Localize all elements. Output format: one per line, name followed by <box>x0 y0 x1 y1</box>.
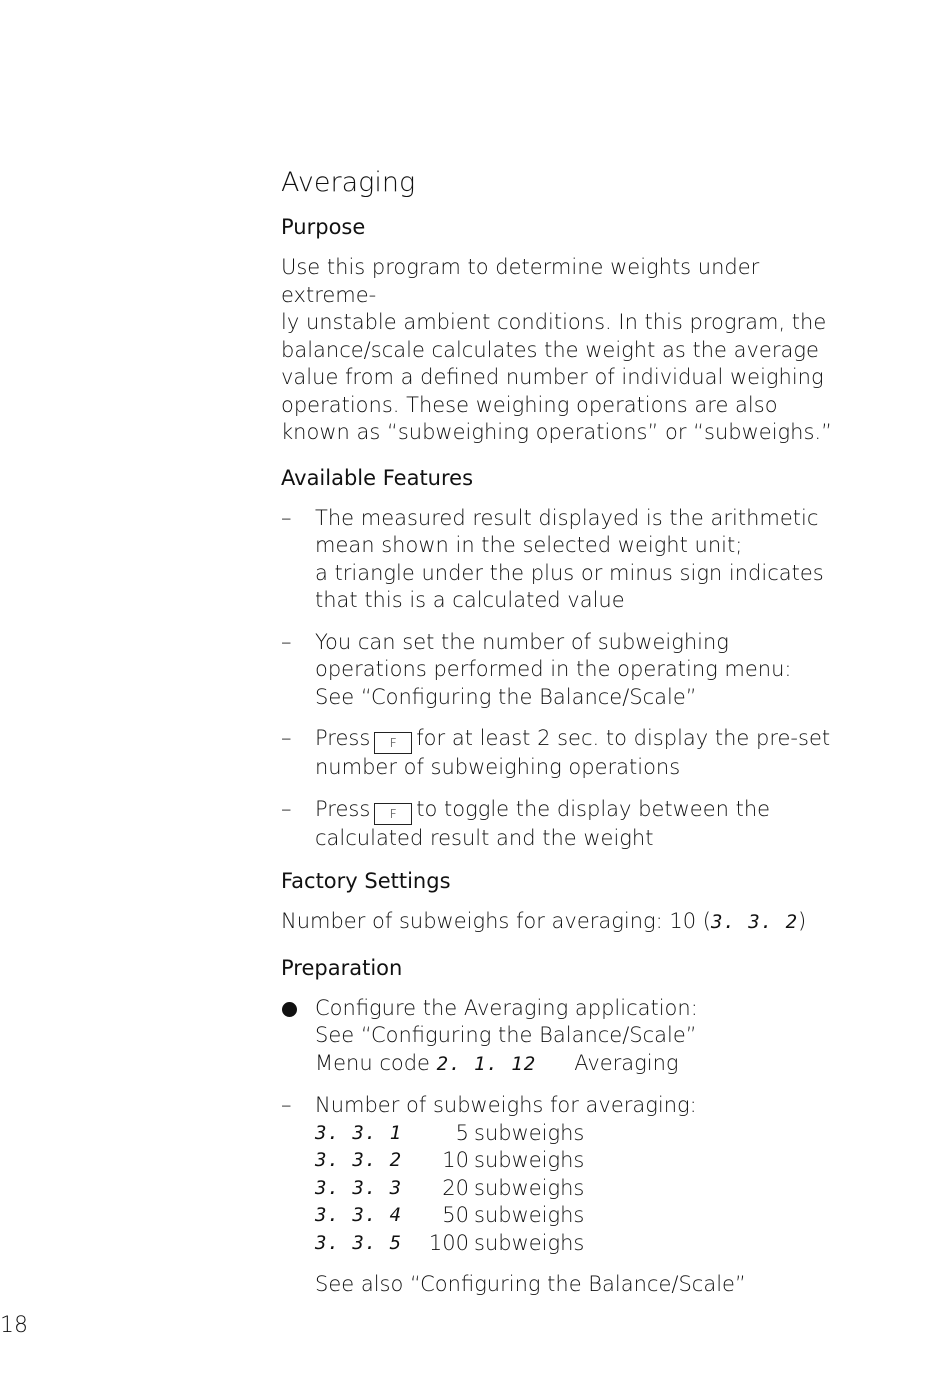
menu-code: 2. 1. 12 <box>436 1052 537 1075</box>
f-key-icon: F <box>374 803 412 825</box>
feature-text: to toggle the display between the <box>416 796 771 821</box>
subweigh-label: subweighs <box>474 1148 585 1172</box>
feature-line: that this is a calculated value <box>315 588 625 612</box>
menu-code: 3. 3. 5 <box>315 1231 403 1254</box>
table-row <box>315 1175 841 1203</box>
feature-line: See “Configuring the Balance/Scale” <box>315 684 697 709</box>
purpose-line: value from a defined number of individual weighing <box>281 365 824 389</box>
subweighs-table <box>315 1120 841 1258</box>
feature-line: mean shown in the selected weight unit; <box>315 533 743 557</box>
purpose-line: ly unstable ambient conditions. In this program, the <box>281 310 827 334</box>
subweigh-count: 5 <box>455 1120 469 1145</box>
see-also-link: See also “Configuring the Balance/Scale” <box>315 1272 746 1296</box>
subweigh-count: 50 <box>442 1203 469 1227</box>
purpose-line: balance/scale calculates the weight as the average <box>281 337 819 362</box>
subweigh-label: subweighs <box>474 1120 585 1145</box>
purpose-line: known as “subweighing operations” or “subweighs.” <box>281 420 832 444</box>
factory-heading: Factory Settings <box>281 869 451 893</box>
table-row <box>315 1230 841 1258</box>
table-row <box>315 1147 841 1175</box>
menu-code-label: Menu code <box>315 1050 430 1075</box>
features-heading: Available Features <box>281 465 474 490</box>
subweigh-label: subweighs <box>474 1175 585 1200</box>
feature-line: number of subweighing operations <box>315 755 681 779</box>
menu-code-line <box>315 1050 841 1079</box>
subweigh-label: subweighs <box>474 1203 585 1227</box>
table-row <box>315 1120 841 1148</box>
table-row <box>315 1202 841 1230</box>
press-text: Press <box>315 796 371 821</box>
dash-marker: – <box>281 1093 292 1117</box>
feature-line <box>315 725 841 754</box>
factory-code: 3. 3. 2 <box>710 911 799 933</box>
dash-marker: – <box>281 629 292 654</box>
feature-line <box>315 796 841 825</box>
feature-line: calculated result and the weight <box>315 825 654 850</box>
page-title: Averaging <box>281 167 416 198</box>
subweigh-count: 10 <box>442 1148 469 1172</box>
feature-text: for at least 2 sec. to display the pre-set <box>416 726 831 750</box>
dash-marker: – <box>281 796 292 821</box>
factory-text <box>281 908 841 937</box>
bullet-icon <box>282 1002 297 1017</box>
prep-line: See “Configuring the Balance/Scale” <box>315 1023 697 1047</box>
menu-code: 3. 3. 4 <box>315 1204 403 1226</box>
spacer <box>315 1257 841 1271</box>
prep-line: Configure the Averaging application: <box>315 995 698 1020</box>
menu-code: 3. 3. 1 <box>315 1121 403 1144</box>
f-key-icon: F <box>374 732 412 754</box>
preparation-bullet <box>281 995 841 1079</box>
feature-line: a triangle under the plus or minus sign indicates <box>315 560 824 585</box>
dash-marker: – <box>281 726 292 750</box>
feature-line: operations performed in the operating menu: <box>315 657 792 681</box>
subweigh-count: 100 <box>428 1230 469 1255</box>
subweigh-label: subweighs <box>474 1230 585 1255</box>
feature-item <box>281 725 841 782</box>
feature-item <box>281 505 841 615</box>
menu-code: 3. 3. 3 <box>315 1176 403 1199</box>
factory-label: Number of subweighs for averaging: 10 ( <box>281 909 711 933</box>
preparation-heading: Preparation <box>281 955 403 980</box>
feature-item <box>281 796 841 853</box>
menu-code: 3. 3. 2 <box>315 1149 403 1171</box>
subweighs-item <box>281 1092 841 1299</box>
factory-close: ) <box>798 909 807 933</box>
purpose-heading: Purpose <box>281 215 366 239</box>
purpose-line: Use this program to determine weights under extreme- <box>281 255 760 307</box>
menu-value: Averaging <box>574 1050 679 1075</box>
subweighs-line: Number of subweighs for averaging: <box>315 1093 697 1117</box>
purpose-paragraph <box>281 254 841 447</box>
feature-line: You can set the number of subweighing <box>315 629 729 654</box>
purpose-line: operations. These weighing operations are also <box>281 392 778 417</box>
feature-line: The measured result displayed is the arithmetic <box>315 505 819 530</box>
page-number: 18 <box>0 1313 28 1338</box>
press-text: Press <box>315 726 371 750</box>
dash-marker: – <box>281 505 292 530</box>
page-content <box>281 164 841 1313</box>
subweigh-count: 20 <box>442 1175 469 1200</box>
feature-item <box>281 629 841 712</box>
